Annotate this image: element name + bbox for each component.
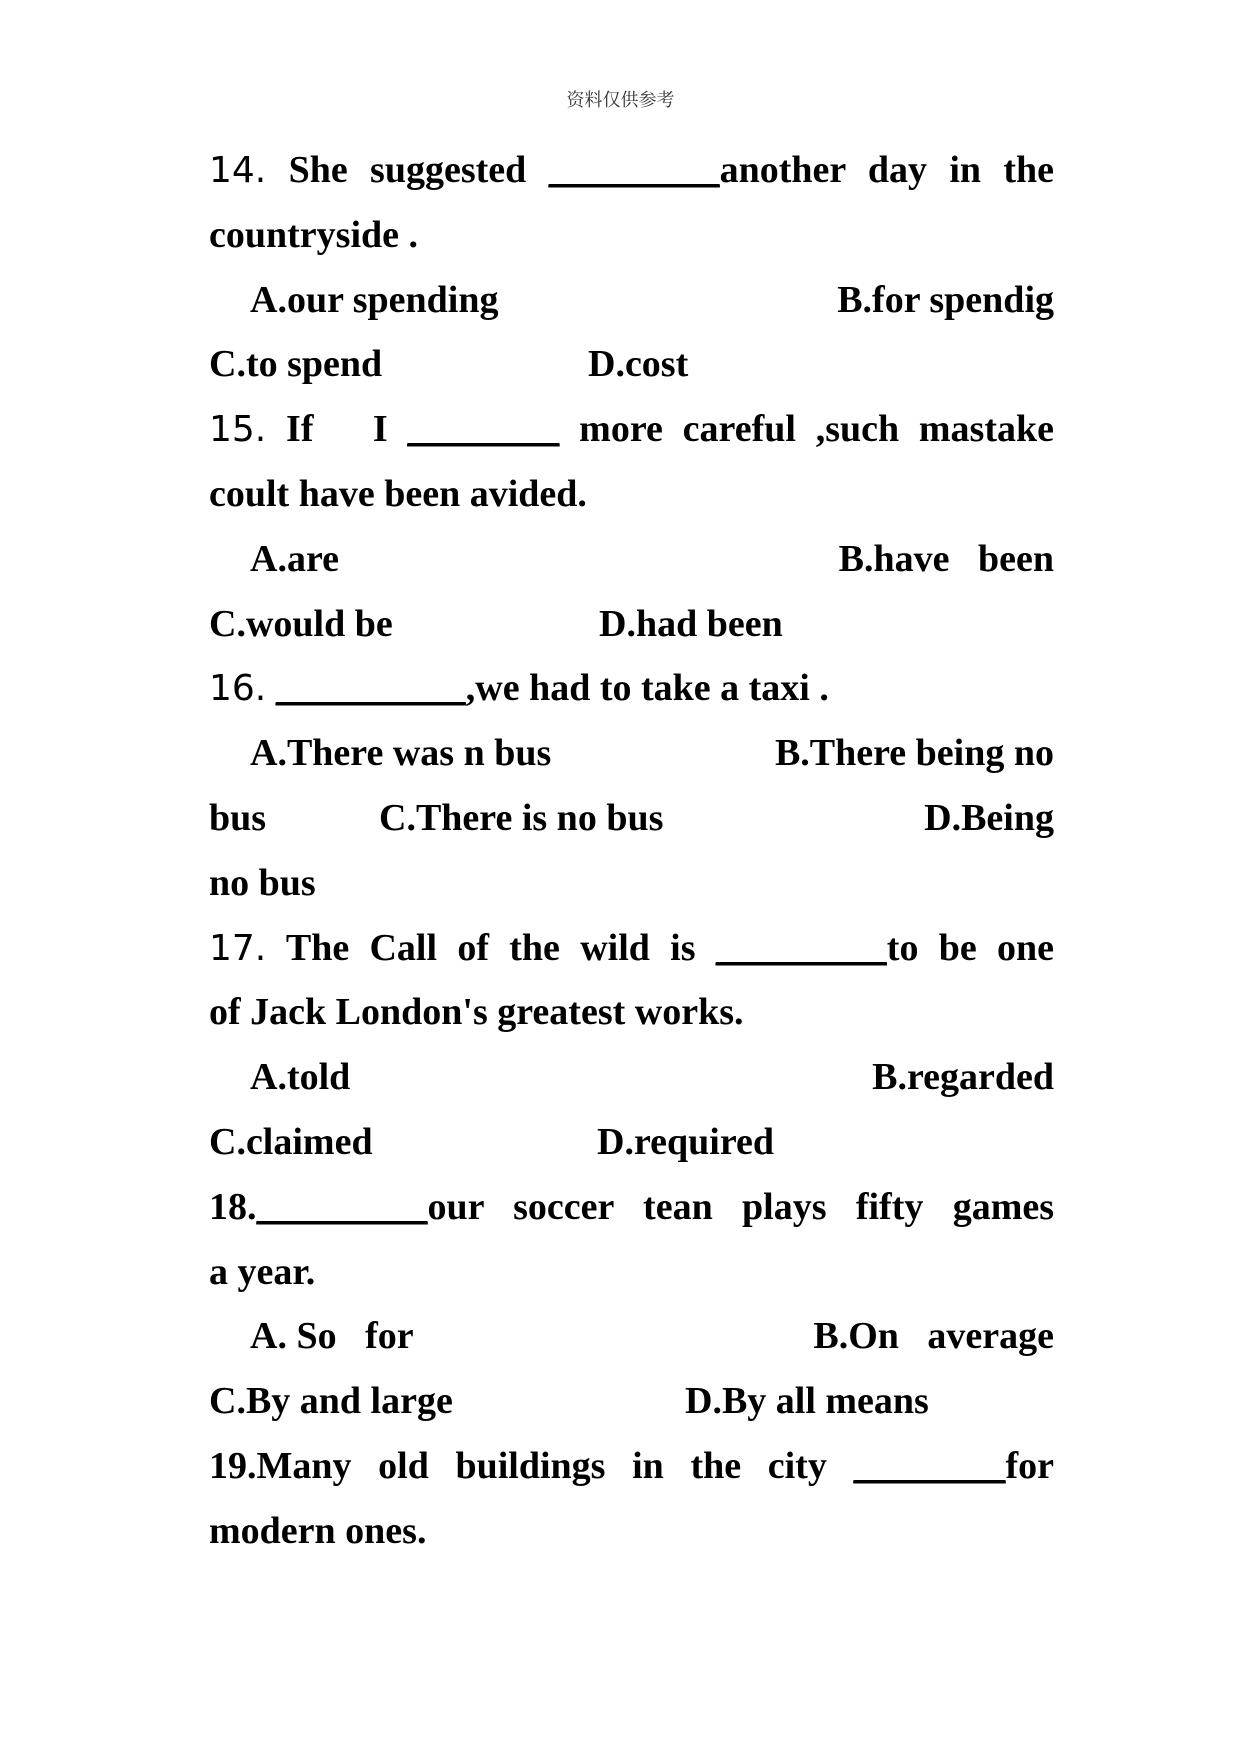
option-b: B.There being no [774,732,1054,775]
answer-blank: ________ [853,1444,1006,1487]
question-19-stem: 19.Many old buildings in the city ________for [209,1444,1054,1487]
question-number: 17. [209,927,267,969]
option-a: A.There was n bus [250,732,552,775]
page-header: 资料仅供参考 [566,90,675,111]
question-15-options-row1 [209,527,1054,592]
question-15-options-row2 [209,592,1054,657]
option-a: A.our spending [250,278,499,321]
option-c: C.claimed [209,1120,373,1163]
option-c: C.would be [209,602,393,645]
question-18-options-row2 [209,1369,1054,1434]
question-16-stem: 16. __________,we had to take a taxi . [209,667,829,710]
answer-blank: __________ [275,667,466,710]
question-17-options-row2 [209,1110,1054,1175]
option-d-cont: no bus [209,861,316,904]
question-14-options-row2 [209,332,1054,397]
option-c: C.By and large [209,1380,453,1423]
question-17-options-row1 [209,1045,1054,1110]
option-c: C.to spend [209,343,383,386]
option-b: B.regarded [872,1056,1054,1099]
question-list [209,138,1054,1564]
answer-blank: _________ [715,926,887,969]
option-d: D.cost [588,343,689,386]
answer-blank: _________ [256,1185,428,1228]
answer-blank: _________ [548,149,720,191]
option-d: D.Being [924,796,1054,839]
question-number: 18. [209,1185,257,1228]
question-16-options-row1 [209,721,1054,786]
option-d: D.By all means [685,1380,929,1423]
option-b: B.On average [813,1315,1054,1358]
question-15-stem-cont: coult have been avided. [209,472,587,515]
question-14-options-row1 [209,268,1054,333]
option-a: A.told [250,1056,351,1099]
answer-blank: ________ [407,408,560,451]
question-14-stem-cont: countryside . [209,213,418,256]
question-16-options-row2 [209,786,1054,851]
question-number: 14. [209,150,267,191]
question-18-options-row1 [209,1304,1054,1369]
question-18-stem: 18._________our soccer tean plays fifty games [209,1185,1054,1228]
option-d: D.required [597,1120,774,1163]
question-number: 15. [209,409,267,451]
question-number: 19. [209,1444,257,1487]
question-19-stem-cont: modern ones. [209,1509,427,1552]
option-b: B.for spendig [837,278,1054,321]
option-b-cont: bus [209,796,267,839]
option-d: D.had been [599,602,783,645]
question-18-stem-cont: a year. [209,1250,316,1293]
option-c: C.There is no bus [379,796,664,839]
question-17-stem: 17. The Call of the wild is _________to be one [209,926,1055,969]
option-a: A. So for [250,1315,414,1358]
question-number: 16. [209,668,267,710]
question-14-stem: 14. She suggested _________another day in the [209,149,1054,191]
question-15-stem: 15. If I ________ more careful ,such mastake [209,408,1055,451]
option-a: A.are [250,537,339,580]
question-17-stem-cont: of Jack London's greatest works. [209,991,744,1034]
option-b: B.have been [838,537,1054,580]
